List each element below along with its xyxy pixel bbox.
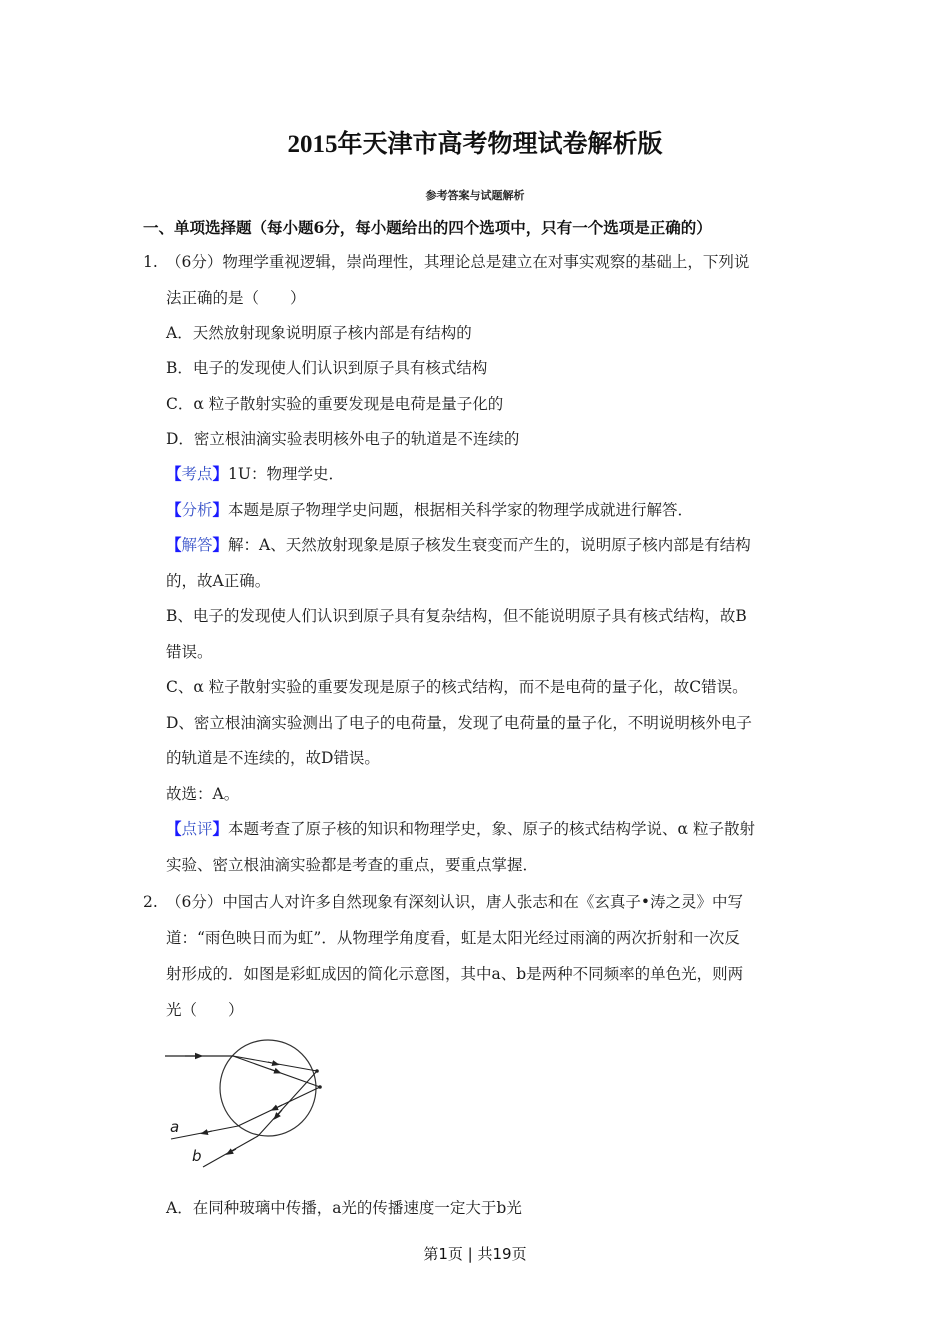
dianping-tag: 【点评】 <box>166 819 229 838</box>
question-stem-line: （6分）物理学重视逻辑，崇尚理性，其理论总是建立在对事实观察的基础上，下列说 <box>166 253 750 271</box>
question-stem-line: 道：“雨色映日而为虹”．从物理学角度看，虹是太阳光经过雨滴的两次折射和一次反 <box>166 929 740 947</box>
option-a: A．在同种玻璃中传播，a光的传播速度一定大于b光 <box>166 1199 522 1217</box>
question-stem-line: 法正确的是（ ） <box>166 289 306 307</box>
ray-label-a: a <box>170 1118 180 1136</box>
section-heading: 一、单项选择题（每小题6分，每小题给出的四个选项中，只有一个选项是正确的） <box>143 218 712 237</box>
rainbow-diagram <box>150 1030 350 1175</box>
option-b: B．电子的发现使人们认识到原子具有核式结构 <box>166 359 488 377</box>
dianping-line: 实验、密立根油滴实验都是考查的重点，要重点掌握． <box>166 856 539 874</box>
jieda-line: 的，故A正确。 <box>166 572 271 590</box>
question-stem-line: 射形成的．如图是彩虹成因的简化示意图，其中a、b是两种不同频率的单色光，则两 <box>166 965 744 983</box>
jieda-tag: 【解答】 <box>166 535 229 554</box>
fenxi-row <box>166 499 693 521</box>
kaodian-tag: 【考点】 <box>166 464 229 483</box>
jieda-line: 的轨道是不连续的，故D错误。 <box>166 749 380 767</box>
option-c: C．α 粒子散射实验的重要发现是电荷是量子化的 <box>166 395 504 413</box>
kaodian-row <box>166 463 344 485</box>
jieda-line: B、电子的发现使人们认识到原子具有复杂结构，但不能说明原子具有核式结构，故B <box>166 607 747 625</box>
dianping-text: 本题考查了原子核的知识和物理学史，象、原子的核式结构学说、α 粒子散射 <box>228 820 755 838</box>
question-number: 1. <box>143 253 158 271</box>
jieda-text: 解：A、天然放射现象是原子核发生衰变而产生的，说明原子核内部是有结构 <box>228 536 751 554</box>
jieda-row <box>166 534 751 556</box>
kaodian-text: 1U：物理学史． <box>228 465 344 483</box>
option-a: A．天然放射现象说明原子核内部是有结构的 <box>166 324 472 342</box>
question-stem-line: （6分）中国古人对许多自然现象有深刻认识，唐人张志和在《玄真子•涛之灵》中写 <box>166 893 744 911</box>
ray-label-b: b <box>192 1147 202 1165</box>
dianping-row <box>166 818 755 840</box>
jieda-line: C、α 粒子散射实验的重要发现是原子的核式结构，而不是电荷的量子化，故C错误。 <box>166 678 748 696</box>
page-footer: 第1页 | 共19页 <box>423 1245 527 1263</box>
jieda-line: 错误。 <box>166 643 213 661</box>
page-title: 2015年天津市高考物理试卷解析版 <box>287 131 663 158</box>
option-d: D．密立根油滴实验表明核外电子的轨道是不连续的 <box>166 430 520 448</box>
jieda-line: D、密立根油滴实验测出了电子的电荷量，发现了电荷量的量子化，不明说明核外电子 <box>166 714 752 732</box>
question-number: 2. <box>143 893 158 911</box>
jieda-answer: 故选：A。 <box>166 785 240 803</box>
fenxi-tag: 【分析】 <box>166 500 229 519</box>
question-stem-line: 光（ ） <box>166 1001 244 1019</box>
fenxi-text: 本题是原子物理学史问题，根据相关科学家的物理学成就进行解答． <box>228 501 694 519</box>
page-subtitle: 参考答案与试题解析 <box>425 189 525 202</box>
